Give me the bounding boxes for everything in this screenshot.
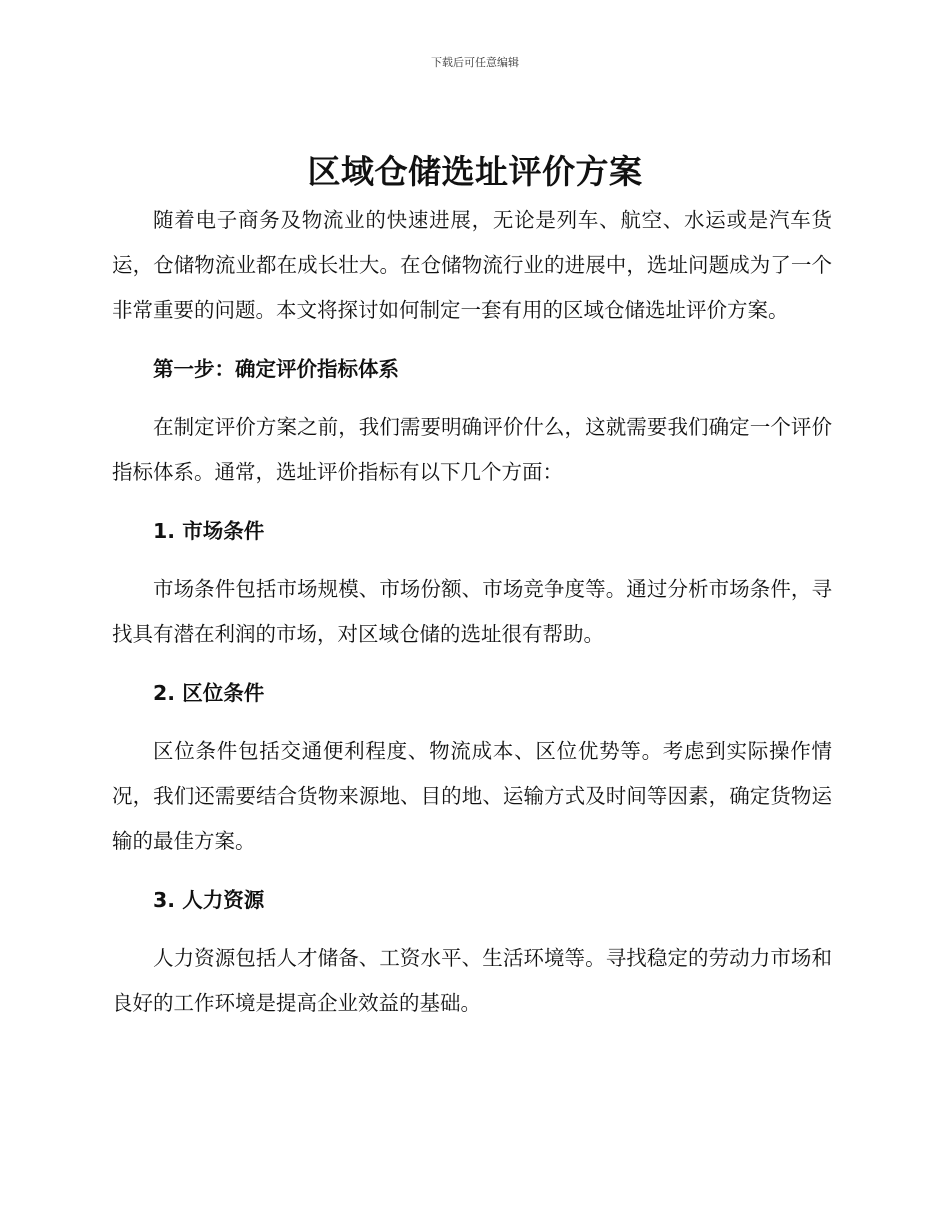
- section-paragraph-market: 市场条件包括市场规模、市场份额、市场竞争度等。通过分析市场条件，寻找具有潜在利润的市场，对区域仓储的选址很有帮助。: [112, 577, 832, 646]
- document-body: [112, 198, 832, 1026]
- step1-heading: 第一步：确定评价指标体系: [153, 357, 399, 381]
- section-paragraph-hr: 人力资源包括人才储备、工资水平、生活环境等。寻找稳定的劳动力市场和良好的工作环境是提高企业效益的基础。: [112, 946, 832, 1015]
- section-heading-location: 2. 区位条件: [153, 681, 265, 705]
- header-note: 下载后可任意编辑: [431, 56, 519, 69]
- page-title: 区域仓储选址评价方案: [307, 152, 643, 191]
- section-heading-hr: 3. 人力资源: [153, 888, 265, 912]
- step1-paragraph: 在制定评价方案之前，我们需要明确评价什么，这就需要我们确定一个评价指标体系。通常，选址评价指标有以下几个方面：: [112, 415, 832, 484]
- section-paragraph-location: 区位条件包括交通便利程度、物流成本、区位优势等。考虑到实际操作情况，我们还需要结合货物来源地、目的地、运输方式及时间等因素，确定货物运输的最佳方案。: [112, 739, 832, 853]
- section-heading-market: 1. 市场条件: [153, 519, 265, 543]
- intro-paragraph: 随着电子商务及物流业的快速进展，无论是列车、航空、水运或是汽车货运，仓储物流业都在成长壮大。在仓储物流行业的进展中，选址问题成为了一个非常重要的问题。本文将探讨如何制定一套有用的区域仓储选址评价方案。: [112, 208, 832, 322]
